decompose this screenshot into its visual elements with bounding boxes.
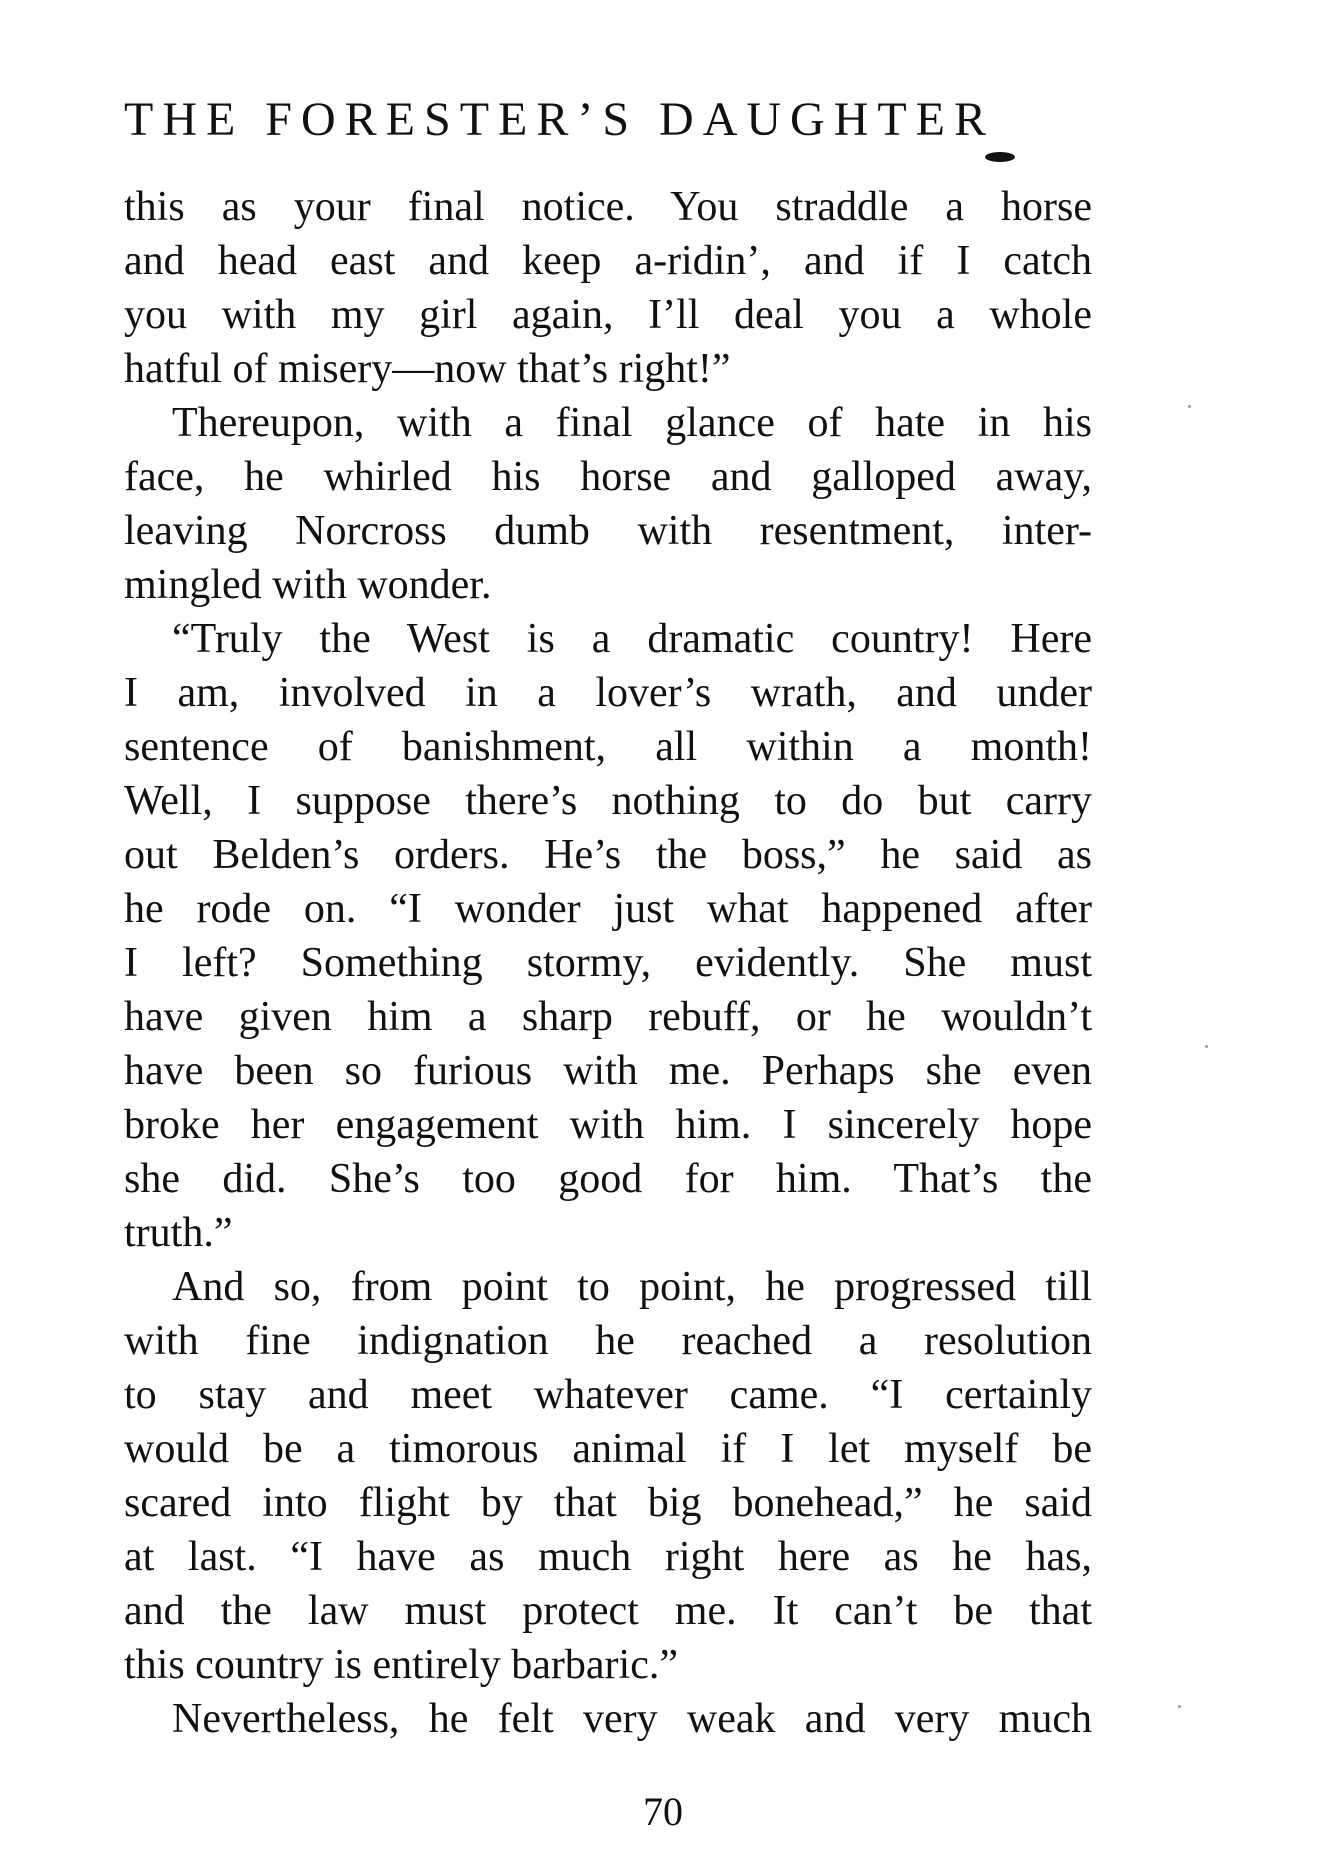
- text-line: leaving Norcross dumb with resentment, inter-: [124, 508, 1092, 554]
- text-line: “Truly the West is a dramatic country! Here: [172, 616, 1092, 662]
- text-line: broke her engagement with him. I sincerely hope: [124, 1102, 1092, 1148]
- text-line: she did. She’s too good for him. That’s the: [124, 1156, 1092, 1202]
- text-line: and the law must protect me. It can’t be that: [124, 1588, 1092, 1634]
- text-line: Well, I suppose there’s nothing to do but carry: [124, 778, 1092, 824]
- text-line: And so, from point to point, he progressed till: [172, 1264, 1092, 1310]
- paper-speck: [1188, 405, 1191, 408]
- text-line: I left? Something stormy, evidently. She must: [124, 940, 1092, 986]
- text-line: you with my girl again, I’ll deal you a whole: [124, 292, 1092, 338]
- text-line: sentence of banishment, all within a month!: [124, 724, 1092, 770]
- text-line: out Belden’s orders. He’s the boss,” he said as: [124, 832, 1092, 878]
- text-line: mingled with wonder.: [124, 562, 492, 608]
- text-line: this as your final notice. You straddle a horse: [124, 184, 1092, 230]
- text-line: have given him a sharp rebuff, or he wouldn’t: [124, 994, 1092, 1040]
- text-line: this country is entirely barbaric.”: [124, 1642, 678, 1688]
- paper-speck: [1178, 1705, 1181, 1708]
- text-line: and head east and keep a-ridin’, and if I catch: [124, 238, 1092, 284]
- text-line: scared into flight by that big bonehead,” he said: [124, 1480, 1092, 1526]
- text-line: at last. “I have as much right here as he has,: [124, 1534, 1092, 1580]
- text-line: he rode on. “I wonder just what happened after: [124, 886, 1092, 932]
- text-line: hatful of misery—now that’s right!”: [124, 346, 731, 392]
- text-line: would be a timorous animal if I let myself be: [124, 1426, 1092, 1472]
- text-line: Nevertheless, he felt very weak and very much: [172, 1696, 1092, 1742]
- text-line: with fine indignation he reached a resolution: [124, 1318, 1092, 1364]
- paper-speck: [1205, 1045, 1208, 1048]
- text-line: truth.”: [124, 1210, 233, 1256]
- text-line: to stay and meet whatever came. “I certainly: [124, 1372, 1092, 1418]
- running-head: THE FORESTER’S DAUGHTER: [124, 93, 996, 146]
- text-line: Thereupon, with a final glance of hate in his: [172, 400, 1092, 446]
- text-line: face, he whirled his horse and galloped away,: [124, 454, 1092, 500]
- ink-blot: [985, 152, 1015, 162]
- page-number: 70: [643, 1789, 683, 1834]
- text-line: have been so furious with me. Perhaps she even: [124, 1048, 1092, 1094]
- text-line: I am, involved in a lover’s wrath, and under: [124, 670, 1092, 716]
- body-text: [124, 180, 1092, 1746]
